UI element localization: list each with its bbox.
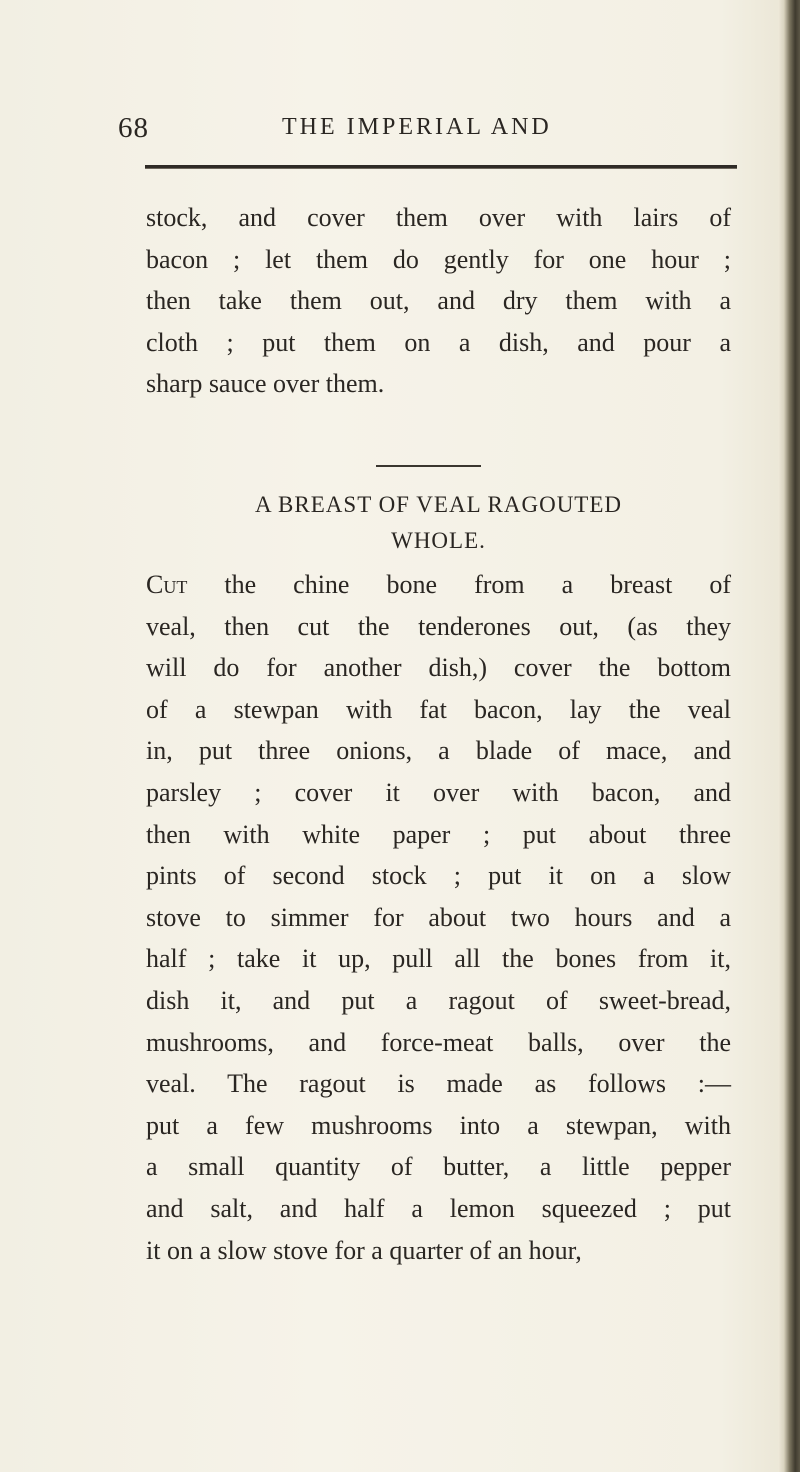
text-line: of a stewpan with fat bacon, lay the veal bbox=[146, 694, 731, 724]
text-line: dish it, and put a ragout of sweet-bread, bbox=[146, 985, 731, 1015]
page-edge-shadow bbox=[784, 0, 800, 1472]
recipe-title-line-2: WHOLE. bbox=[391, 528, 486, 553]
text-line: it on a slow stove for a quarter of an hour, bbox=[146, 1235, 582, 1265]
page-header bbox=[118, 112, 736, 152]
text-line: then take them out, and dry them with a bbox=[146, 286, 731, 316]
text-line: veal, then cut the tenderones out, (as they bbox=[146, 611, 731, 641]
recipe-title-line-1: A BREAST OF VEAL RAGOUTED bbox=[254, 492, 623, 517]
text-line: a small quantity of butter, a little pepper bbox=[146, 1152, 731, 1182]
text-line: veal. The ragout is made as follows :— bbox=[146, 1069, 731, 1099]
header-rule bbox=[145, 165, 737, 169]
first-word: Cut bbox=[146, 570, 188, 599]
page-number: 68 bbox=[118, 112, 149, 144]
text-line-first bbox=[146, 564, 731, 606]
text-line: put a few mushrooms into a stewpan, with bbox=[146, 1110, 731, 1140]
text-line: stove to simmer for about two hours and a bbox=[146, 902, 731, 932]
text-line: mushrooms, and force-meat balls, over the bbox=[146, 1027, 731, 1057]
recipe-title bbox=[146, 487, 731, 559]
recipe-body bbox=[146, 564, 731, 1271]
first-line-rest: the chine bone from a breast of bbox=[187, 570, 731, 599]
text-line: pints of second stock ; put it on a slow bbox=[146, 861, 731, 891]
section-divider bbox=[376, 465, 481, 467]
text-line: cloth ; put them on a dish, and pour a bbox=[146, 327, 731, 357]
text-line: and salt, and half a lemon squeezed ; put bbox=[146, 1193, 731, 1223]
text-line: stock, and cover them over with lairs of bbox=[146, 203, 731, 232]
text-line: then with white paper ; put about three bbox=[146, 819, 731, 849]
running-head: THE IMPERIAL AND bbox=[282, 114, 552, 140]
text-line: sharp sauce over them. bbox=[146, 369, 385, 399]
text-line: bacon ; let them do gently for one hour ; bbox=[146, 244, 731, 274]
text-line: half ; take it up, pull all the bones from it, bbox=[146, 944, 731, 974]
text-line: will do for another dish,) cover the bottom bbox=[146, 653, 731, 683]
paragraph-continued bbox=[146, 197, 731, 405]
text-line: parsley ; cover it over with bacon, and bbox=[146, 777, 731, 807]
text-line: in, put three onions, a blade of mace, and bbox=[146, 736, 731, 766]
